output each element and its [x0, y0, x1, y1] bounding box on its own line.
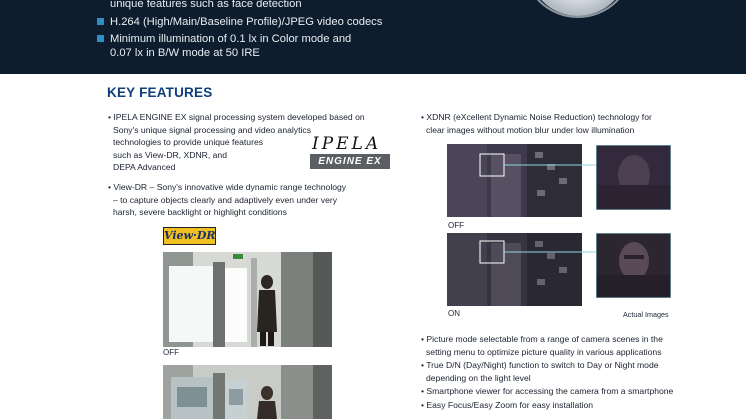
viewdr-feature-paragraph: • View-DR – Sony's innovative wide dynamic range technology – to capture objects clearly and adaptively even under very harsh, severe backlight or highlight conditions [108, 182, 347, 218]
xdnr-off-connector [504, 146, 600, 166]
xdnr-on-zoom [596, 233, 671, 298]
viewdr-off-caption: OFF [163, 348, 179, 357]
xdnr-off-caption: OFF [448, 221, 464, 230]
bullet-square-icon [97, 18, 104, 25]
actual-images-label: Actual Images [623, 310, 669, 319]
xdnr-feature-paragraph: • XDNR (eXcellent Dynamic Noise Reduction) technology for clear images without motion blur under low illumination [421, 112, 652, 135]
viewdr-on-photo [163, 365, 332, 419]
ipela-engine-ex-logo: IPELA ENGINE EX [310, 134, 390, 174]
feature-bullet-list [421, 333, 673, 412]
list-item: • Picture mode selectable from a range of camera scenes in the setting menu to optimize picture quality in various applications [421, 334, 663, 357]
top-banner: unique features such as face detection H.264 (High/Main/Baseline Profile)/JPEG video codecs Minimum illumination of 0.1 lx in Color mode and 0.07 lx in B/W mode at 50 IRE [0, 0, 746, 74]
viewdr-logo: View·DR [163, 227, 216, 245]
list-item: • Easy Focus/Easy Zoom for easy installation [421, 399, 594, 410]
viewdr-off-illustration [163, 252, 332, 347]
list-item: • True D/N (Day/Night) function to switch to Day or Night mode depending on the light level [421, 360, 659, 383]
viewdr-off-photo [163, 252, 332, 347]
xdnr-on-connector [504, 233, 600, 253]
xdnr-off-zoom [596, 145, 671, 210]
xdnr-off-zoom-illustration [596, 145, 671, 210]
viewdr-on-illustration [163, 365, 332, 419]
list-item: • Smartphone viewer for accessing the camera from a smartphone [421, 386, 674, 397]
xdnr-on-caption: ON [448, 309, 460, 318]
key-features-heading: KEY FEATURES [107, 85, 213, 100]
ipela-feature-paragraph: • IPELA ENGINE EX signal processing system developed based on Sony's unique signal processing and video analytics technologies to provide unique features such as View-DR, XDNR, and DEPA Advanced [108, 112, 365, 173]
bullet-square-icon [97, 35, 104, 42]
xdnr-on-zoom-illustration [596, 233, 671, 298]
